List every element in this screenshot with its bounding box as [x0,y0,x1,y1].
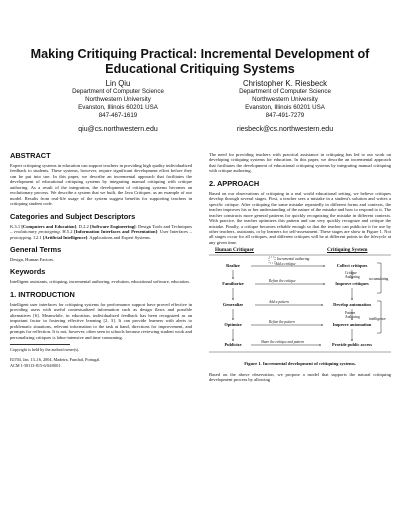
label-add-critique: Add a critique [275,262,296,267]
acm-line: ACM 1-58113-815-6/04/0001. [10,362,62,368]
label-refine-critique: Refine the critique [269,279,296,284]
category-segment: : Design Tools and Techniques – [10,223,192,235]
category-segment: [Computers and Education] [21,223,77,229]
keywords-text: Intelligent assistants, critiquing, incremental authoring, evolution, educational software, education. [10,279,190,285]
category-segment: : Applications and Expert Systems. [87,234,151,240]
system-collect-critiques: Collect critiques [336,263,368,269]
label-refine-pattern: Refine the pattern [269,320,295,325]
system-public-access: Provide public access [332,342,372,348]
author-name: Lin Qiu [105,79,131,88]
author-univ: Northwestern University [252,96,318,103]
stage-optimize: Optimize [224,322,242,328]
figure-1 [209,249,391,359]
categories-heading: Categories and Subject Descriptors [10,211,136,221]
author-addr: Evanston, Illinois 60201 USA [245,104,325,111]
label-accumulating: accumulating [369,277,389,282]
category-segment: . I.2.1 [31,234,43,240]
category-segment: K.3.1 [10,223,22,229]
category-segment: . H.5.2 [59,229,75,235]
author-phone: 847-467-1619 [98,112,138,119]
introduction-heading: 1. INTRODUCTION [10,289,75,299]
approach-heading: 2. APPROACH [209,178,260,188]
category-segment: : User Interfaces – [157,229,192,235]
right-column [209,152,391,385]
label-share: Share the critique and pattern [261,340,305,345]
author-email[interactable]: riesbeck@cs.northwestern.edu [236,126,334,133]
label-pattern-authoring: Pattern Authoring [345,311,360,320]
figure-header-human: Human Critiquer [215,247,255,254]
abstract-text: Expert critiquing systems in education can support teachers in providing high quality individualized feedback to students. These systems, however, require significant development effort before they can be put into use. In this paper, we describe an incremental approach that facilitates the development of educational critiquing systems by integrating manual critiquing with critique authoring. As a result of the integration, the development of critiquing systems becomes an evolutionary process. We describe a system that we built, the Java Critiquer, as an example of our model. Results from real-life usage of the system suggest benefits for supporting teachers in critiquing student code. [10,163,192,207]
category-segment: [Artificial Intelligence] [42,234,88,240]
stage-publicize: Publicize [224,342,242,348]
paper-title: Making Critiquing Practical: Incremental Development of Educational Critiquing Systems [30,47,370,76]
author-name: Christopher K. Riesbeck [242,79,328,88]
copyright-footnote [10,344,192,368]
author-email[interactable]: qiu@cs.northwestern.edu [78,126,158,133]
system-improve-critiques: Improve critiques [335,281,369,287]
stage-familiarize: Familiarize [222,281,244,287]
label-intelligence: intelligence [369,317,386,322]
author-block-2 [195,79,375,134]
category-segment: : D.2.2 [76,223,91,229]
left-column [10,152,192,368]
abstract-heading: ABSTRACT [10,151,51,160]
category-segment: [Information Interfaces and Presentation] [74,229,158,235]
intro-continued-text: The need for providing teachers with practical assistance in critiquing has led to our work on developing critiquing systems for education. In this paper, we describe an incremental approach that facilitates the development of educational critiquing systems by integrating manual critiquing with critique authoring. [209,152,391,174]
approach-text: Based on our observations of critiquing in a real world educational setting, we believe critiques develop through several stages. First, a teacher sees a mistake in a student's solution and writes a specific critique. After critiquing the same mistake repeatedly in different forms and contexts, the teacher improves his or her understanding of the nature of the mistake and how to respond to it. The teacher constructs more general patterns for quickly recognizing the mistake in different contexts. With practice, the teacher optimizes this pattern and can very quickly recognize and critique the mistake. Finally, a critique becomes reliable enough so that the teacher can publicize it for use by other teachers, assistants, or by learners for self-assessment. These stages are show in Figure 1. Not all stages occur for all critiques, and different critiques will be at different points in the lifecycle at any given time. [209,190,391,245]
keywords-heading: Keywords [10,267,46,277]
label-incremental-authoring: Incremental authoring [277,257,310,262]
label-critique-authoring: Critique Authoring [345,271,360,280]
author-dept: Department of Computer Science [72,88,164,95]
label-add-pattern: Add a pattern [269,300,289,305]
general-terms-heading: General Terms [10,244,62,254]
author-univ: Northwestern University [85,96,151,103]
stage-realize: Realize [226,263,240,269]
figure-header-system: Critiquing System [327,247,368,254]
after-figure-text: Based on the above observation, we propose a model that supports the natural critiquing development process by allowing [209,371,391,383]
footnote-rule [10,344,70,345]
venue-line: IUI'04, Jan. 13–16, 2004, Madeira, Funchal, Portugal. [10,357,101,363]
categories-text [10,224,192,240]
system-develop-automation: Develop automation [333,302,371,308]
system-improve-automation: Improve automation [332,322,372,328]
figure-1-caption: Figure 1. Incremental development of critiquing systems. [244,361,356,367]
author-dept: Department of Computer Science [239,88,331,95]
category-segment: prototyping [10,234,32,240]
introduction-text: Intelligent user interfaces for critiquing systems for performance support have proved effective in providing users with useful contextualized information such as design flaws and possible alternatives [6]. Meanwhile, in education, individualized feedback has been recognized as an important factor in fostering effective learning [2, 3]. It can provide learners with alerts to problematic situations, relevant information to the task at hand, directions for improvement, and prompts for reflection. It is not, however, often seen in schools because reviewing student work and personalizing critiques is labor-intensive and time consuming. [10,301,192,340]
category-segment: evolutionary prototyping [13,229,60,235]
general-terms-text: Design, Human Factors. [10,256,55,262]
category-segment: [Software Engineering] [90,223,136,229]
stage-generalize: Generalize [222,302,244,308]
author-phone: 847-491-7279 [265,112,305,119]
author-addr: Evanston, Illinois 60201 USA [78,104,158,111]
copyright-line: Copyright is held by the author/owner(s). [10,347,80,353]
author-block-1 [28,79,208,134]
